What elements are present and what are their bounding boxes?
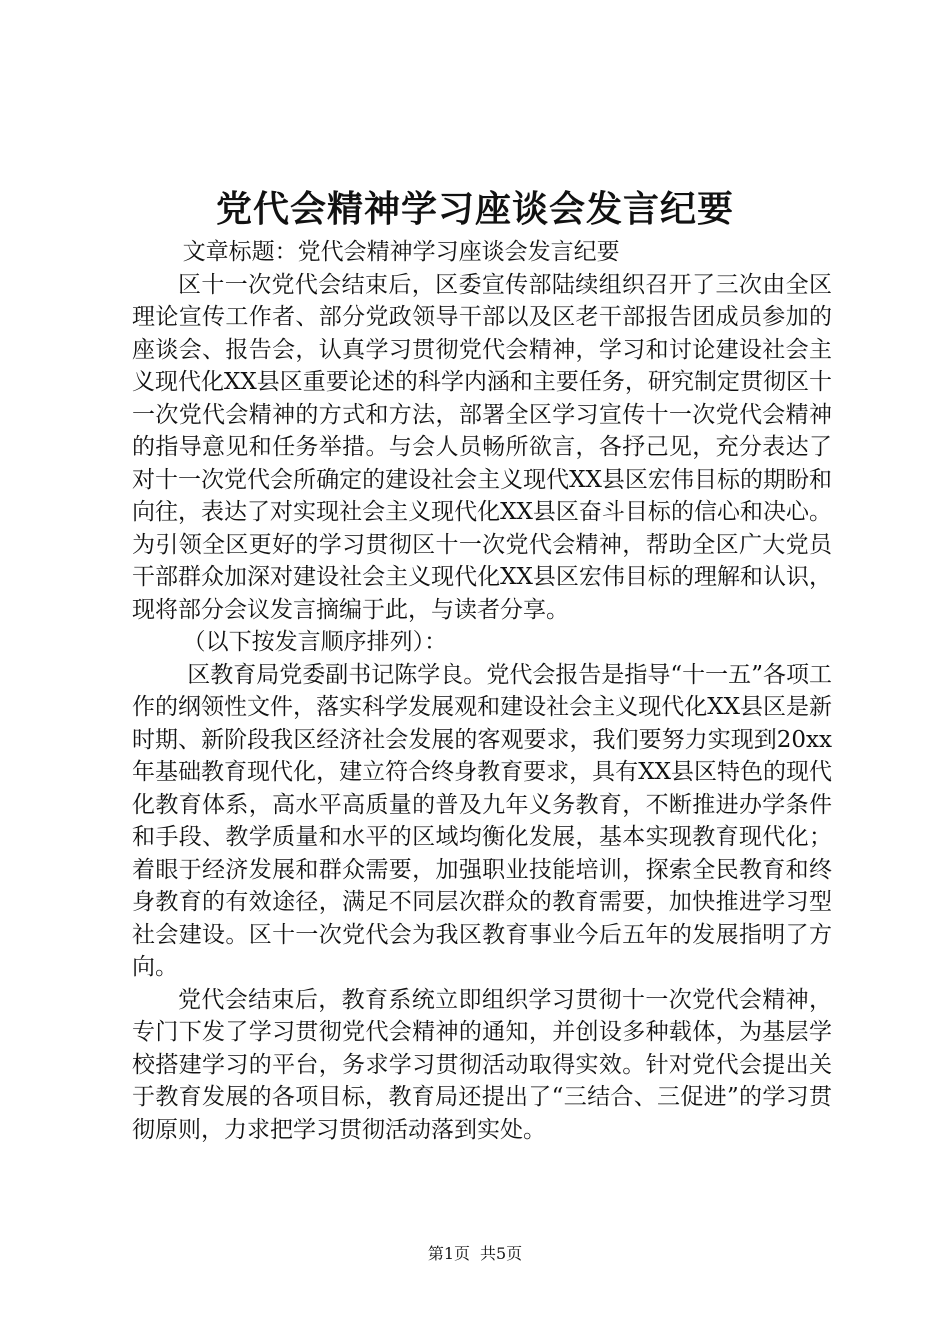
speech-paragraph-continued: 党代会结束后，教育系统立即组织学习贯彻十一次党代会精神，专门下发了学习贯彻党代会精神的通知，并创设多种载体，为基层学校搭建学习的平台，务求学习贯彻活动取得实效。针对党代会提出关于教育发展的各项目标，教育局还提出了“三结合、三促进”的学习贯彻原则，力求把学习贯彻活动落到实处。 [132,986,832,1143]
speech-paragraph: 区教育局党委副书记陈学良。党代会报告是指导“十一五”各项工作的纲领性文件，落实科学发展观和建设社会主义现代化XX县区是新时期、新阶段我区经济社会发展的客观要求，我们要努力实现到20xx年基础教育现代化，建立符合终身教育要求，具有XX县区特色的现代化教育体系，高水平高质量的普及九年义务教育，不断推进办学条件和手段、教学质量和水平的区域均衡化发展，基本实现教育现代化；着眼于经济发展和群众需要，加强职业技能培训，探索全民教育和终身教育的有效途径，满足不同层次群众的教育需要，加快推进学习型社会建设。区十一次党代会为我区教育事业今后五年的发展指明了方向。 [132,661,832,980]
document-title: 党代会精神学习座谈会发言纪要 [215,188,734,230]
article-title-line: 文章标题：党代会精神学习座谈会发言纪要 [182,239,620,265]
speaking-order-note: （以下按发言顺序排列）： [182,629,448,655]
document-body [132,236,832,1146]
page-footer [0,1242,950,1266]
total-pages: 共5页 [480,1244,523,1263]
page-number: 第1页 [427,1244,470,1263]
intro-paragraph: 区十一次党代会结束后，区委宣传部陆续组织召开了三次由全区理论宣传工作者、部分党政领导干部以及区老干部报告团成员参加的座谈会、报告会，认真学习贯彻党代会精神，学习和讨论建设社会主义现代化XX县区重要论述的科学内涵和主要任务，研究制定贯彻区十一次党代会精神的方式和方法，部署全区学习宣传十一次党代会精神的指导意见和任务举措。与会人员畅所欲言，各抒己见，充分表达了对十一次党代会所确定的建设社会主义现代XX县区宏伟目标的期盼和向往，表达了对实现社会主义现代化XX县区奋斗目标的信心和决心。为引领全区更好的学习贯彻区十一次党代会精神，帮助全区广大党员干部群众加深对建设社会主义现代化XX县区宏伟目标的理解和认识，现将部分会议发言摘编于此，与读者分享。 [132,271,832,623]
